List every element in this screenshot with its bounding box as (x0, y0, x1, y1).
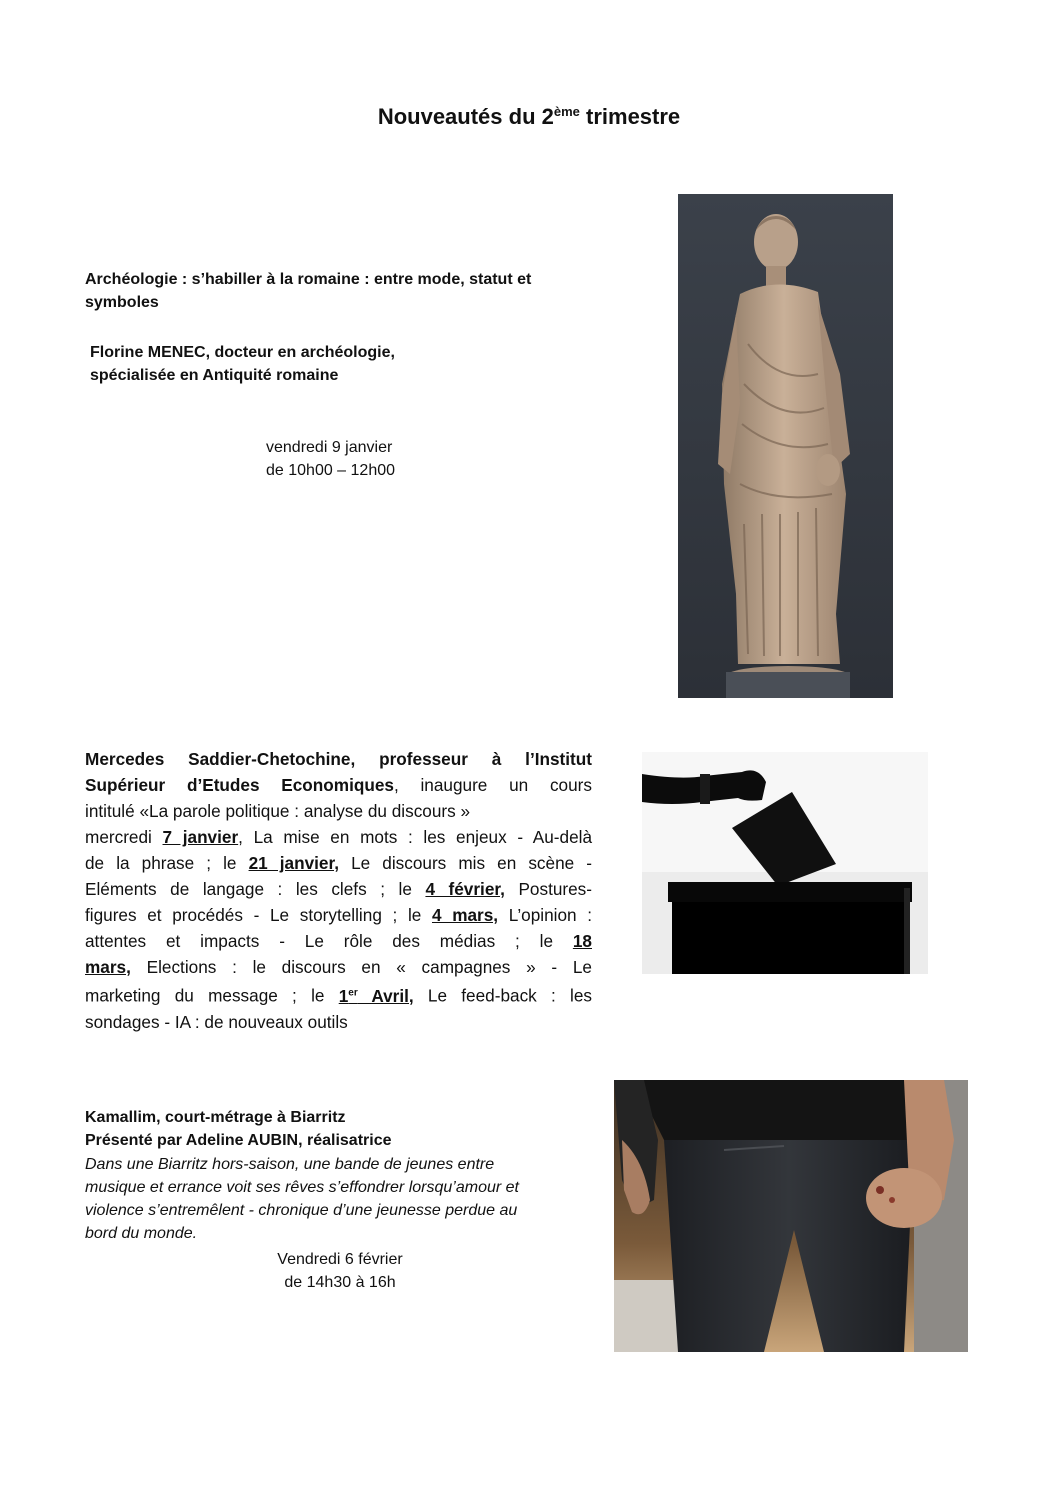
clenched-fist-image (614, 1080, 968, 1352)
page-title: Nouveautés du 2ème trimestre (377, 104, 681, 129)
date-4-mars: 4 mars, (431, 905, 499, 925)
date-18-mars-part2: mars, (85, 957, 131, 977)
event2-course-description: Mercedes Saddier-Chetochine, professeur à l’Institut Supérieur d’Etudes Economiques, inaugure un cours intitulé «La parole politique : analyse du discours » mercredi 7 janvier, La mise en mots : les enjeux - Au-delà de la phrase ; le 21 janvier, Le discours mis en scène - Eléments de langage : les clefs ; le 4 février, Postures- figures et procédés - Le storytelling ; le 4 mars, L’opinion : attentes et impacts - Le rôle des médias ; le 18 mars, Elections : le discours en « campagnes » - Le marketing du message ; le 1er Avril, Le feed-back : les sondages - IA : de nouveaux outils (85, 749, 593, 1032)
event3-synopsis: Dans une Biarritz hors-saison, une bande de jeunes entre musique et errance voit ses rêves s’effondrer lorsqu’amour et violence s’entremêlent - chronique d’une jeunesse perdue au bord du monde. (85, 1156, 519, 1242)
date-1er-avril: 1er Avril, (338, 985, 414, 1006)
event1-schedule: vendredi 9 janvier de 10h00 – 12h00 (266, 439, 396, 479)
date-18-mars-part1: 18 (572, 931, 592, 951)
date-4-fevrier: 4 février, (425, 879, 505, 899)
roman-statue-image (678, 194, 893, 698)
event1-speaker: Florine MENEC, docteur en archéologie, spécialisée en Antiquité romaine (90, 344, 395, 384)
ballot-box-image (642, 752, 928, 974)
date-7-janvier: 7 janvier (162, 827, 239, 847)
event1-heading: Archéologie : s’habiller à la romaine : entre mode, statut et symboles (85, 271, 532, 311)
event3-schedule: Vendredi 6 février de 14h30 à 16h (277, 1251, 403, 1291)
event3-header: Kamallim, court-métrage à Biarritz Présenté par Adeline AUBIN, réalisatrice (85, 1109, 392, 1149)
date-21-janvier: 21 janvier, (248, 853, 339, 873)
